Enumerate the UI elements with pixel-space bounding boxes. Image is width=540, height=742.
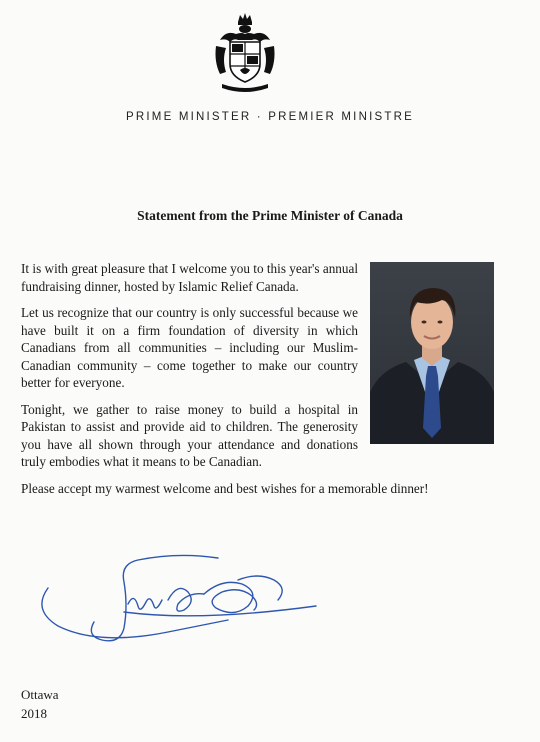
place-name: Ottawa (21, 687, 59, 702)
paragraph-3: Tonight, we gather to raise money to build a hospital in Pakistan to assist and provide aid to children. The generosity you have all shown through your attendance and donations truly embodies what it means to be Canadian. (21, 401, 358, 469)
document-title: Statement from the Prime Minister of Canada (137, 208, 403, 223)
signature-block (21, 685, 59, 723)
coat-of-arms-icon (212, 12, 278, 96)
paragraph-2: Let us recognize that our country is only successful because we have built it on a firm foundation of diversity in which Canadians from all communities – including our Muslim-Canadian community – come together to make our country better for everyone. (21, 305, 358, 390)
statement-body (21, 260, 494, 506)
portrait-photo (370, 262, 494, 444)
paragraph-1: It is with great pleasure that I welcome you to this year's annual fundraising dinner, hosted by Islamic Relief Canada. (21, 261, 358, 294)
year: 2018 (21, 706, 47, 721)
handwritten-signature (28, 548, 328, 648)
paragraph-4: Please accept my warmest welcome and best wishes for a memorable dinner! (21, 480, 429, 496)
letterhead: PRIME MINISTER · PREMIER MINISTRE (126, 111, 414, 123)
